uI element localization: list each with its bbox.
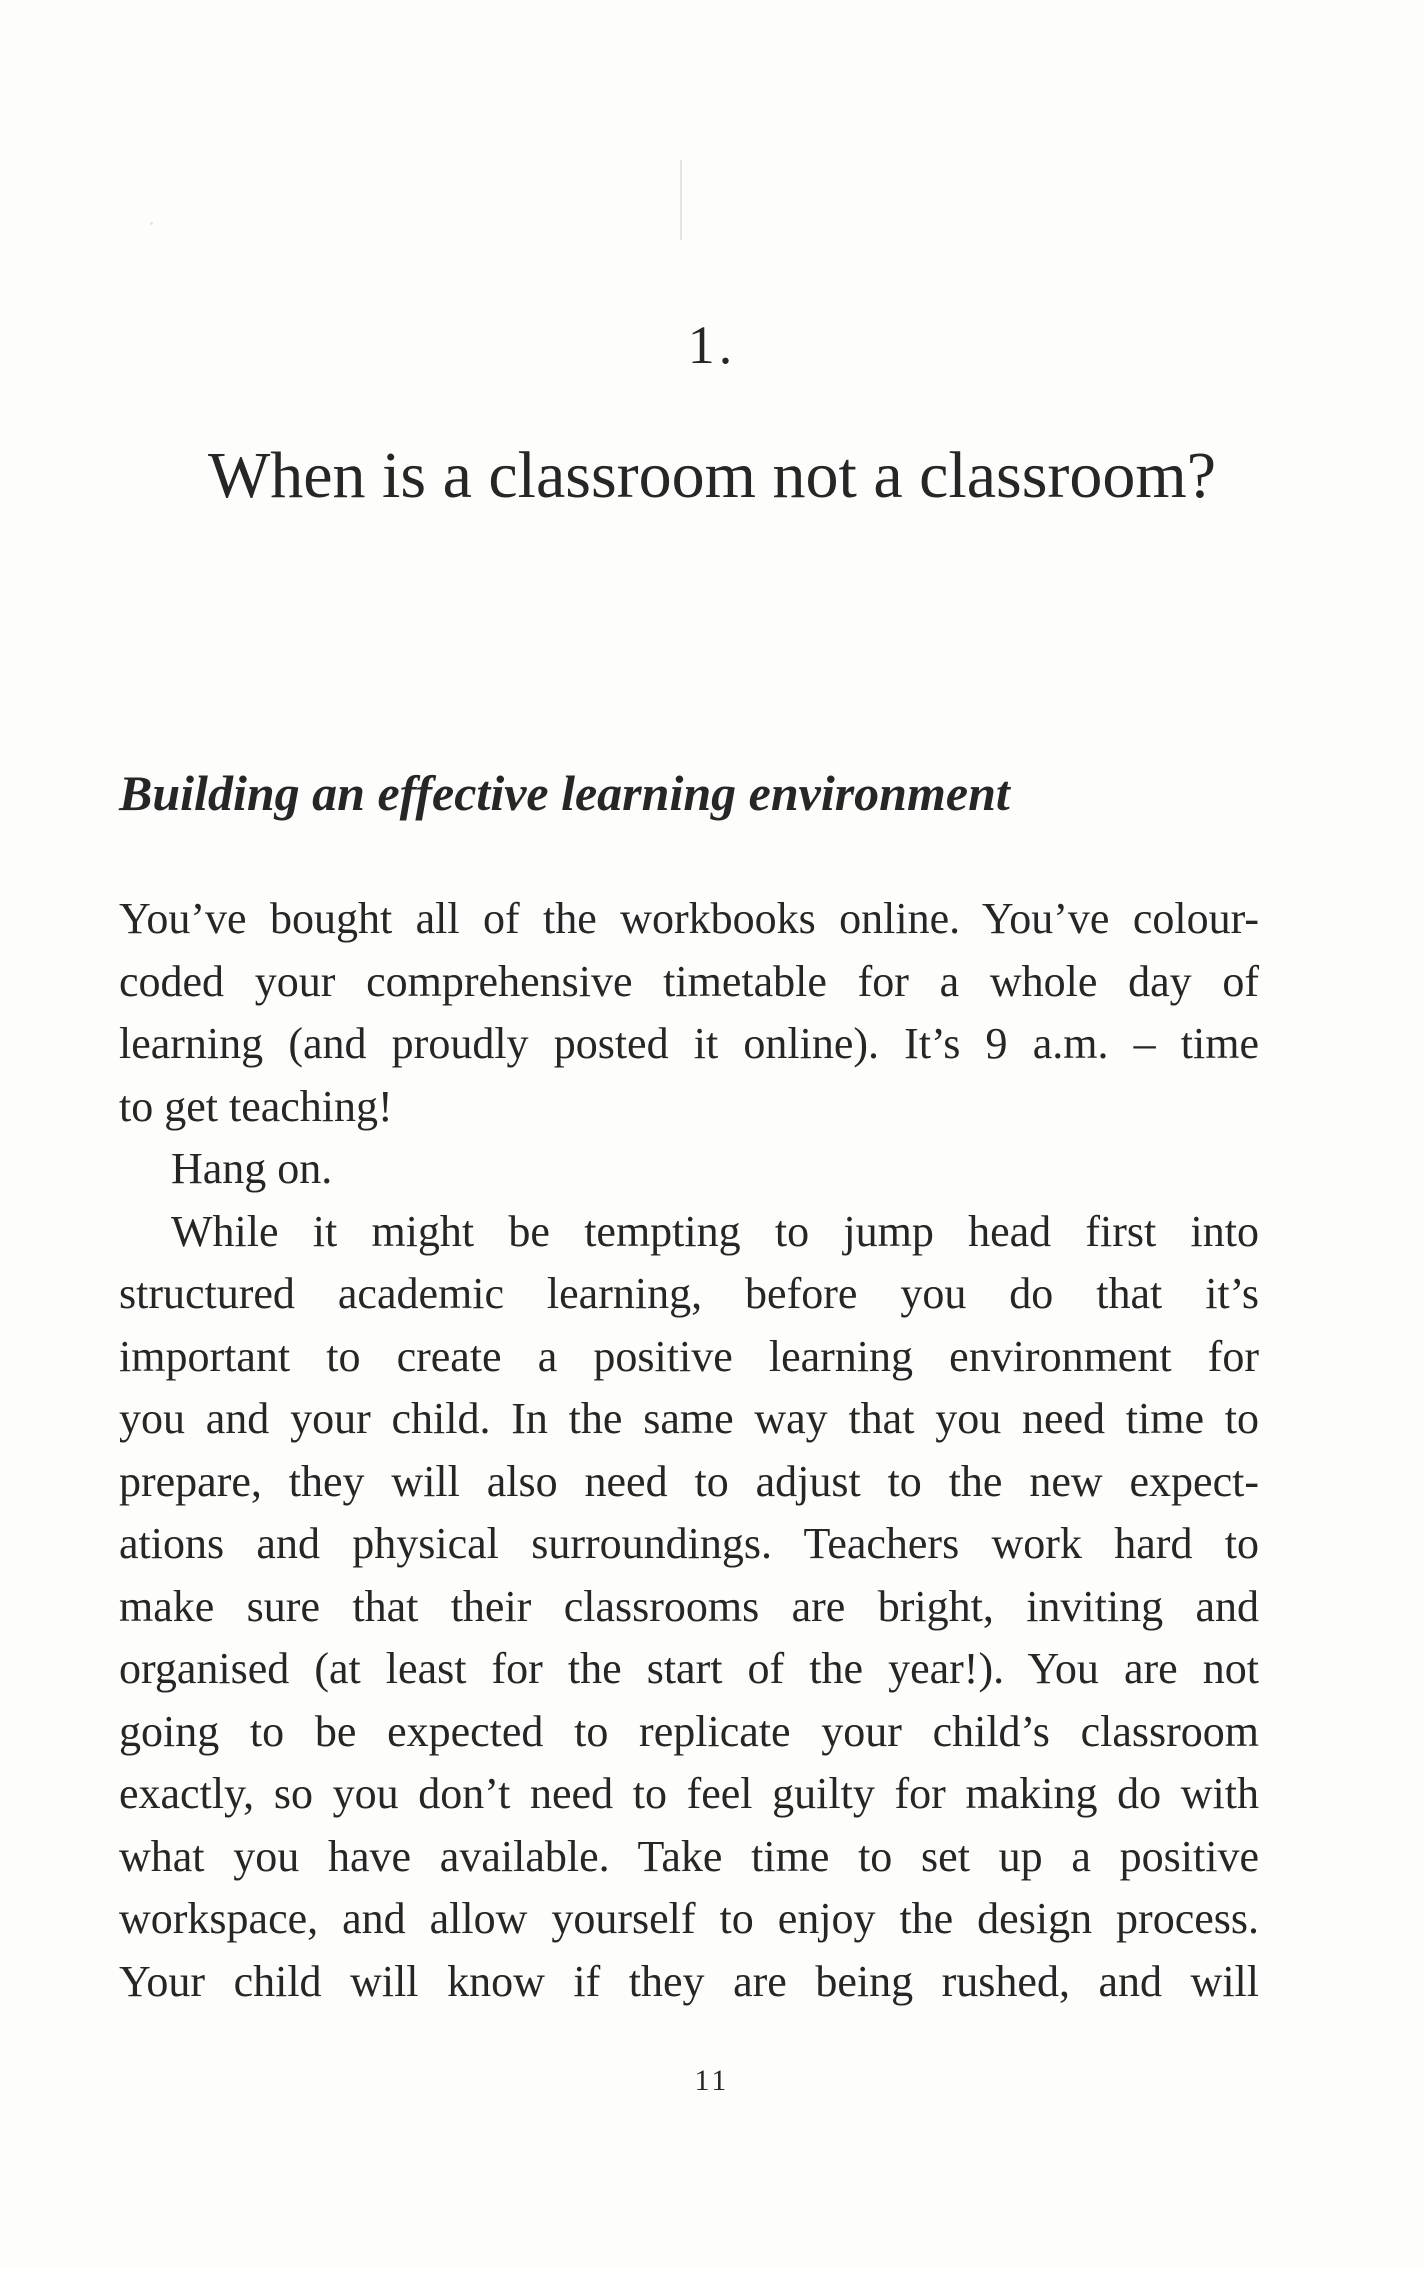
body-line: exactly, so you don’t need to feel guilty for making do with bbox=[119, 1769, 1259, 1818]
body-line: ations and physical surroundings. Teachers work hard to bbox=[119, 1519, 1259, 1568]
scan-crease bbox=[680, 160, 682, 240]
body-line: going to be expected to replicate your child’s classroom bbox=[119, 1706, 1259, 1756]
body-line: what you have available. Take time to set up a positive bbox=[119, 1831, 1259, 1881]
body-line: make sure that their classrooms are bright, inviting and bbox=[119, 1581, 1259, 1631]
chapter-title: When is a classroom not a classroom? bbox=[207, 439, 1217, 512]
body-line: While it might be tempting to jump head first into bbox=[171, 1206, 1259, 1256]
page-number: 11 bbox=[694, 2064, 730, 2097]
body-line: coded your comprehensive timetable for a whole day of bbox=[119, 956, 1259, 1006]
body-line: organised (at least for the start of the year!). You are not bbox=[119, 1644, 1259, 1693]
body-line: prepare, they will also need to adjust to the new expect- bbox=[119, 1456, 1259, 1506]
body-line: you and your child. In the same way that you need time to bbox=[119, 1394, 1259, 1443]
body-line: to get teaching! bbox=[119, 1081, 393, 1131]
body-line: learning (and proudly posted it online). It’s 9 a.m. – time bbox=[119, 1019, 1259, 1068]
chapter-number: 1. bbox=[687, 315, 737, 375]
body-line: Your child will know if they are being rushed, and will bbox=[119, 1956, 1259, 2006]
scan-speck bbox=[150, 222, 153, 225]
body-line: important to create a positive learning environment for bbox=[119, 1331, 1259, 1381]
section-heading: Building an effective learning environment bbox=[119, 765, 1010, 821]
body-text bbox=[119, 888, 1259, 2013]
body-line: workspace, and allow yourself to enjoy the design process. bbox=[119, 1894, 1259, 1943]
body-line: structured academic learning, before you do that it’s bbox=[119, 1269, 1259, 1318]
body-line: You’ve bought all of the workbooks online. You’ve colour- bbox=[119, 894, 1259, 943]
body-line: Hang on. bbox=[171, 1144, 333, 1193]
